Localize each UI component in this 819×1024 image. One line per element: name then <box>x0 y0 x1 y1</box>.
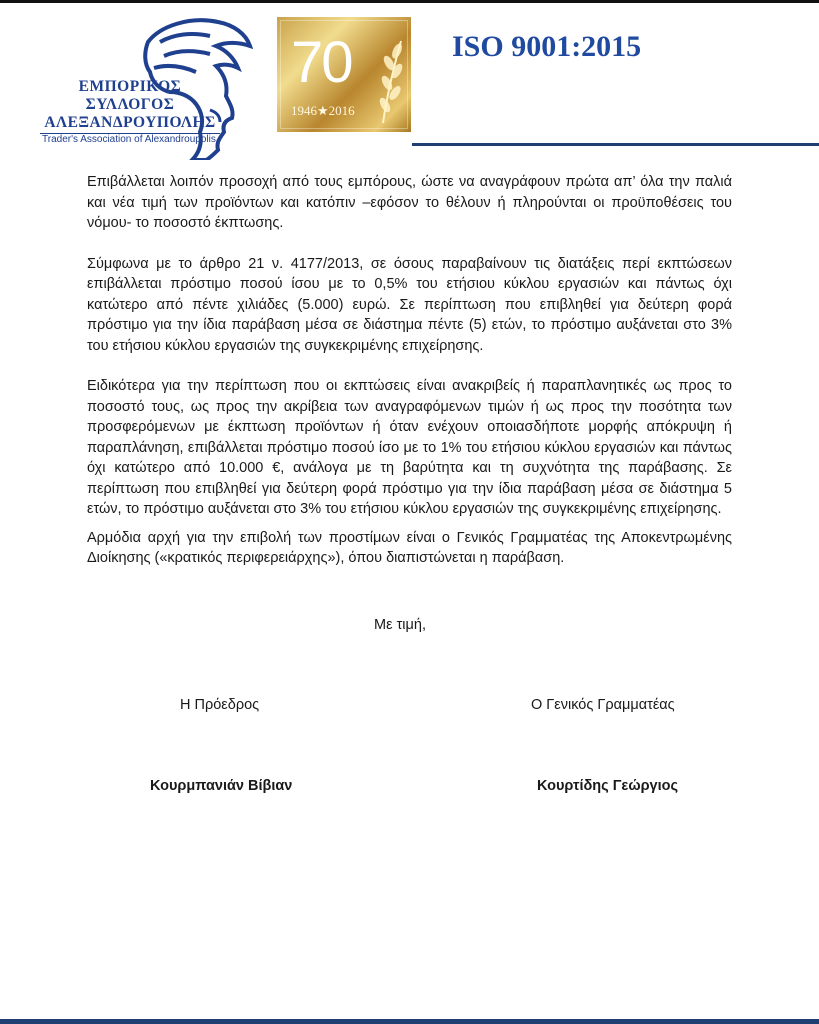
paragraph-3: Ειδικότερα για την περίπτωση που οι εκπτώσεις είναι ανακριβείς ή παραπλανητικές ως προς το ποσοστό τους, ως προς την ακρίβεια των αναγραφόμενων τιμών ή ως προς την ποσότητα των προσφερόμενων με έκπτωση προϊόντων ή όταν ενέχουν οποιασδήποτε μορφής απόκρυψη ή παραπλάνηση, επιβάλλεται πρόστιμο ποσού ίσο με το 1% του ετήσιου κύκλου εργασιών και πάντως όχι κατώτερο από 10.000 €, ανάλογα με τη βαρύτητα και τη συχνότητα της παράβασης. Σε περίπτωση που επιβληθεί για δεύτερη φορά πρόστιμο για την ίδια παράβαση μέσα σε διάστημα 5 ετών, το πρόστιμο αυξάνεται στο 3% του ετήσιου κύκλου εργασιών της συγκεκριμένης επιχείρησης. <box>87 378 732 517</box>
association-line-3: ΑΛΕΞΑΝΔΡΟΥΠΟΛΗΣ <box>44 114 216 131</box>
association-name <box>40 78 220 145</box>
association-english-name: Trader's Association of Alexandroupolis <box>40 133 220 145</box>
president-name: Κουρμπανιάν Βίβιαν <box>150 778 293 794</box>
paragraph-1: Επιβάλλεται λοιπόν προσοχή από τους εμπόρους, ώστε να αναγράφουν πρώτα απ’ όλα την παλιά και νέα τιμή των προϊόντων και κατόπιν –εφόσον το θέλουν ή πληρούνται οι προϋποθέσεις του νόμου- το ποσοστό έκπτωσης. <box>87 174 732 231</box>
paragraph-2: Σύμφωνα με το άρθρο 21 ν. 4177/2013, σε όσους παραβαίνουν τις διατάξεις περί εκπτώσεων επιβάλλεται πρόστιμο ποσού ίσου με το 0,5% του ετήσιου κύκλου εργασιών και πάντως όχι κατώτερο από πέντε χιλιάδες (5.000) ευρώ. Σε περίπτωση που επιβληθεί για δεύτερη φορά πρόστιμο για την ίδια παράβαση μέσα σε διάστημα πέντε (5) ετών, το πρόστιμο αυξάνεται στο 3% του ετήσιου κύκλου εργασιών της συγκεκριμένης επιχείρησης. <box>87 255 732 354</box>
anniversary-years: 1946★2016 <box>291 103 355 118</box>
association-line-1: ΕΜΠΟΡΙΚΟΣ <box>78 78 182 95</box>
president-title: Η Πρόεδρος <box>180 697 260 713</box>
iso-certification: ISO 9001:2015 <box>452 30 642 63</box>
anniversary-badge <box>277 17 411 132</box>
paragraph-4: Αρμόδια αρχή για την επιβολή των προστίμων είναι ο Γενικός Γραμματέας της Αποκεντρωμένης Διοίκησης («κρατικός περιφερειάρχης»), όπου διαπιστώνεται η παράβαση. <box>87 529 732 566</box>
letterhead <box>0 0 819 165</box>
letter-body <box>87 172 732 589</box>
secretary-name: Κουρτίδης Γεώργιος <box>537 778 679 794</box>
header-rule <box>412 143 819 146</box>
bottom-border <box>0 1019 819 1024</box>
laurel-icon <box>375 35 407 125</box>
closing-salutation: Με τιμή, <box>374 617 426 633</box>
association-line-2: ΣΥΛΛΟΓΟΣ <box>85 96 175 113</box>
anniversary-number: 70 <box>291 30 352 95</box>
secretary-title: Ο Γενικός Γραμματέας <box>531 697 675 713</box>
